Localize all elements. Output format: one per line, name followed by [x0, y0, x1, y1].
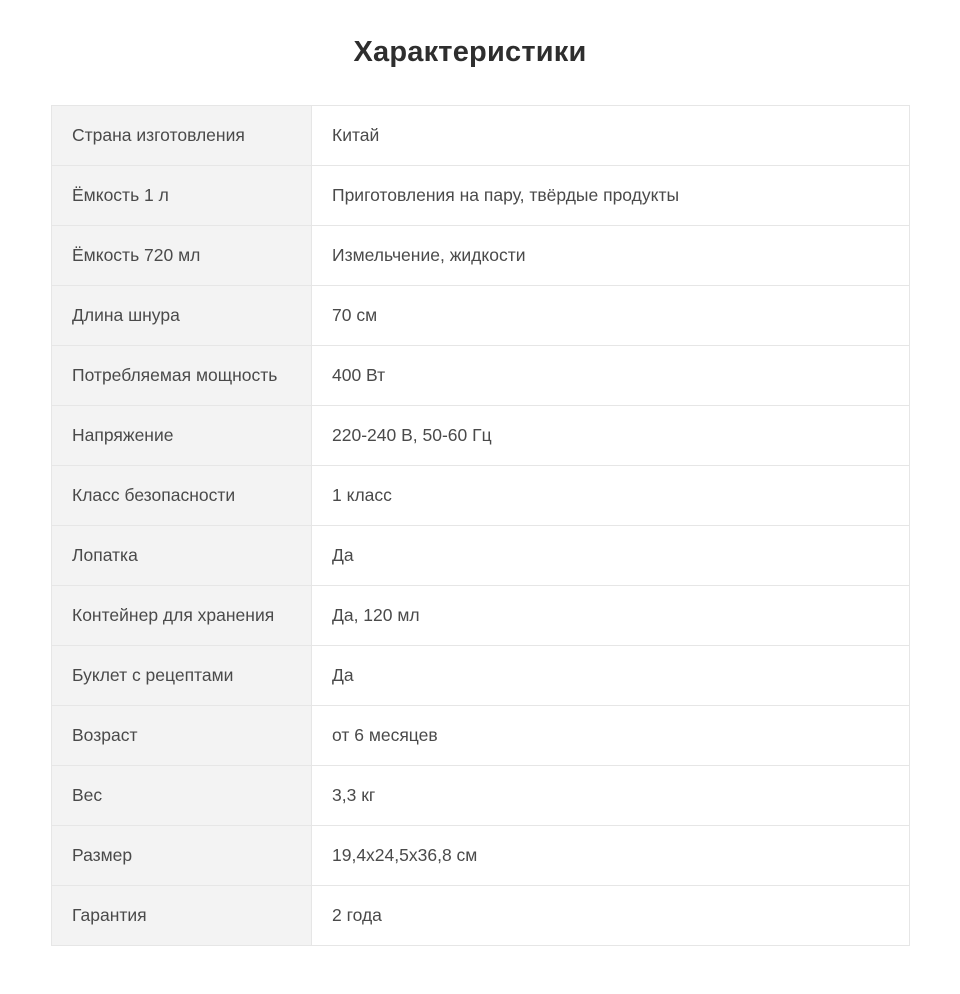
table-row: [52, 586, 910, 646]
table-row: [52, 226, 910, 286]
specs-table: [51, 105, 910, 946]
spec-name: Ёмкость 1 л: [52, 166, 312, 226]
table-row: [52, 286, 910, 346]
spec-value: Да: [312, 646, 910, 706]
table-row: [52, 466, 910, 526]
spec-value: 2 года: [312, 886, 910, 946]
table-row: [52, 886, 910, 946]
spec-name: Потребляемая мощность: [52, 346, 312, 406]
spec-name: Контейнер для хранения: [52, 586, 312, 646]
table-row: [52, 106, 910, 166]
spec-name: Лопатка: [52, 526, 312, 586]
spec-value: 70 см: [312, 286, 910, 346]
table-row: [52, 526, 910, 586]
spec-name: Длина шнура: [52, 286, 312, 346]
spec-value: Да, 120 мл: [312, 586, 910, 646]
spec-name: Гарантия: [52, 886, 312, 946]
spec-name: Буклет с рецептами: [52, 646, 312, 706]
page-title: Характеристики: [353, 36, 587, 68]
table-row: [52, 826, 910, 886]
spec-value: 400 Вт: [312, 346, 910, 406]
spec-value: Измельчение, жидкости: [312, 226, 910, 286]
table-row: [52, 646, 910, 706]
spec-name: Вес: [52, 766, 312, 826]
spec-value: 1 класс: [312, 466, 910, 526]
spec-name: Возраст: [52, 706, 312, 766]
table-row: [52, 166, 910, 226]
spec-value: 3,3 кг: [312, 766, 910, 826]
spec-value: от 6 месяцев: [312, 706, 910, 766]
table-row: [52, 346, 910, 406]
spec-value: 220-240 В, 50-60 Гц: [312, 406, 910, 466]
spec-value: 19,4x24,5x36,8 см: [312, 826, 910, 886]
spec-name: Напряжение: [52, 406, 312, 466]
spec-name: Страна изготовления: [52, 106, 312, 166]
spec-value: Приготовления на пару, твёрдые продукты: [312, 166, 910, 226]
spec-name: Размер: [52, 826, 312, 886]
table-row: [52, 406, 910, 466]
spec-value: Китай: [312, 106, 910, 166]
table-row: [52, 766, 910, 826]
spec-name: Класс безопасности: [52, 466, 312, 526]
spec-value: Да: [312, 526, 910, 586]
table-row: [52, 706, 910, 766]
spec-name: Ёмкость 720 мл: [52, 226, 312, 286]
